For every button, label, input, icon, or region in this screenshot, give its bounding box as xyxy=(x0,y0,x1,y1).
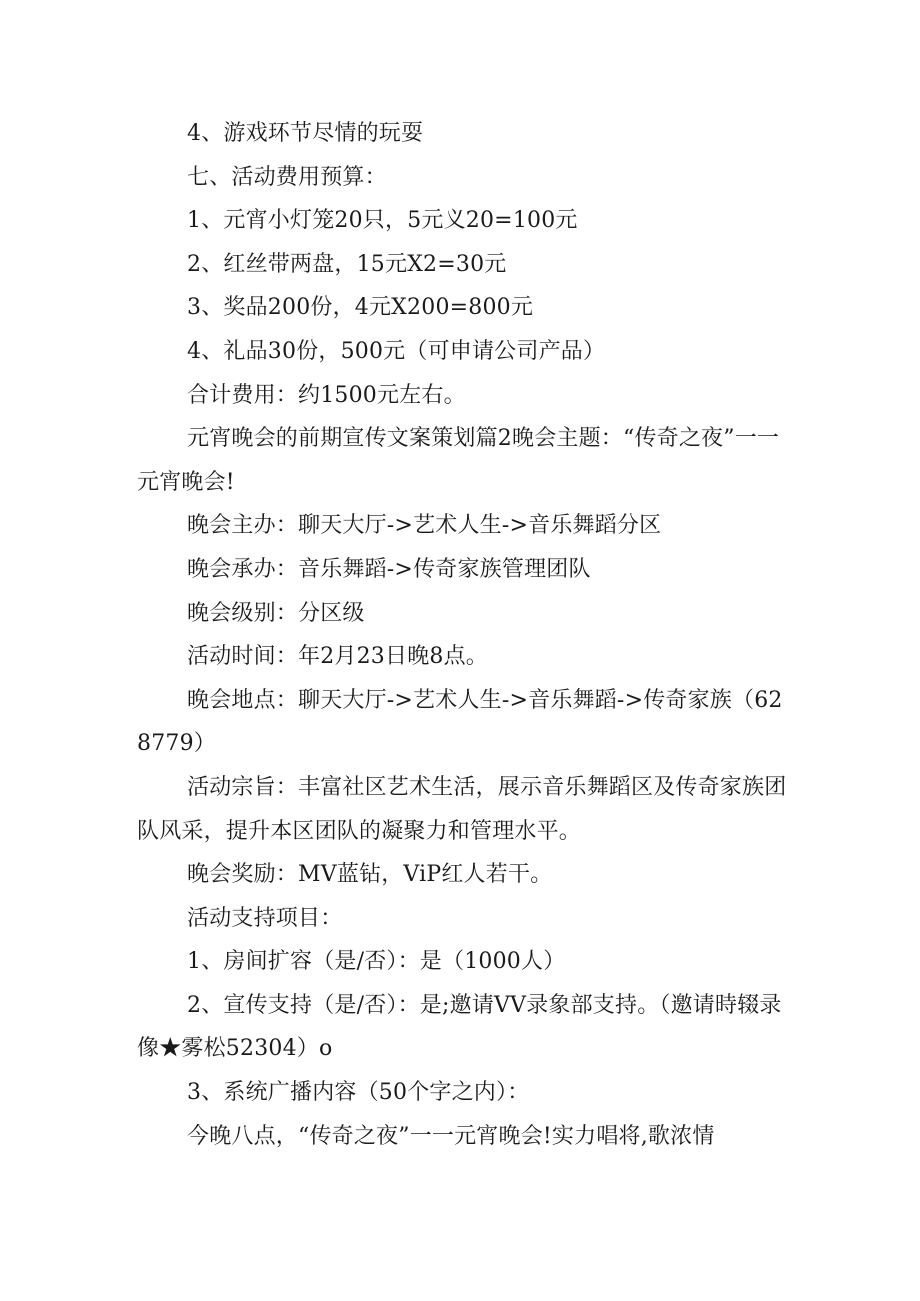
section-heading: 七、活动费用预算： xyxy=(187,164,387,190)
budget-item: 3、奖品200份，4元X200=800元 xyxy=(187,295,534,321)
support-item: 3、系统广播内容（50个字之内）： xyxy=(187,1080,530,1106)
budget-item: 1、元宵小灯笼20只，5元义20=100元 xyxy=(187,208,578,234)
paragraph: 晚会主办：聊天大厅->艺术人生->音乐舞蹈分区 xyxy=(187,513,662,539)
budget-item: 2、红丝带两盘，15元X2=30元 xyxy=(187,251,507,277)
paragraph: 今晚八点，“传奇之夜”一一元宵晚会!实力唱将,歌浓情 xyxy=(187,1123,715,1149)
budget-total: 合计费用：约1500元左右。 xyxy=(187,382,466,408)
support-item: 2、宣传支持（是/否）：是;邀请VV录象部支持。（邀请時辍录像★雾松52304）o xyxy=(137,992,782,1062)
paragraph: 晚会级别：分区级 xyxy=(187,600,365,626)
support-item: 1、房间扩容（是/否）：是（1000人） xyxy=(187,949,566,975)
paragraph: 活动宗旨：丰富社区艺术生活，展示音乐舞蹈区及传奇家族团队风采，提升本区团队的凝聚力和管理水平。 xyxy=(137,774,787,844)
paragraph: 晚会地点：聊天大厅->艺术人生->音乐舞蹈->传奇家族（628779） xyxy=(137,687,783,757)
section-title-paragraph: 元宵晚会的前期宣传文案策划篇2晚会主题：“传奇之夜”一一元宵晚会! xyxy=(137,426,780,495)
paragraph: 4、游戏环节尽情的玩耍 xyxy=(187,121,424,146)
paragraph: 晚会承办：音乐舞蹈->传奇家族管理团队 xyxy=(187,556,591,582)
paragraph: 活动支持项目： xyxy=(187,905,343,931)
paragraph: 活动时间：年2月23日晚8点。 xyxy=(187,644,488,670)
budget-item: 4、礼品30份，500元（可申请公司产品） xyxy=(187,338,606,364)
paragraph: 晚会奖励：MV蓝钻，ViP红人若干。 xyxy=(187,862,553,888)
document-body xyxy=(137,112,787,1158)
